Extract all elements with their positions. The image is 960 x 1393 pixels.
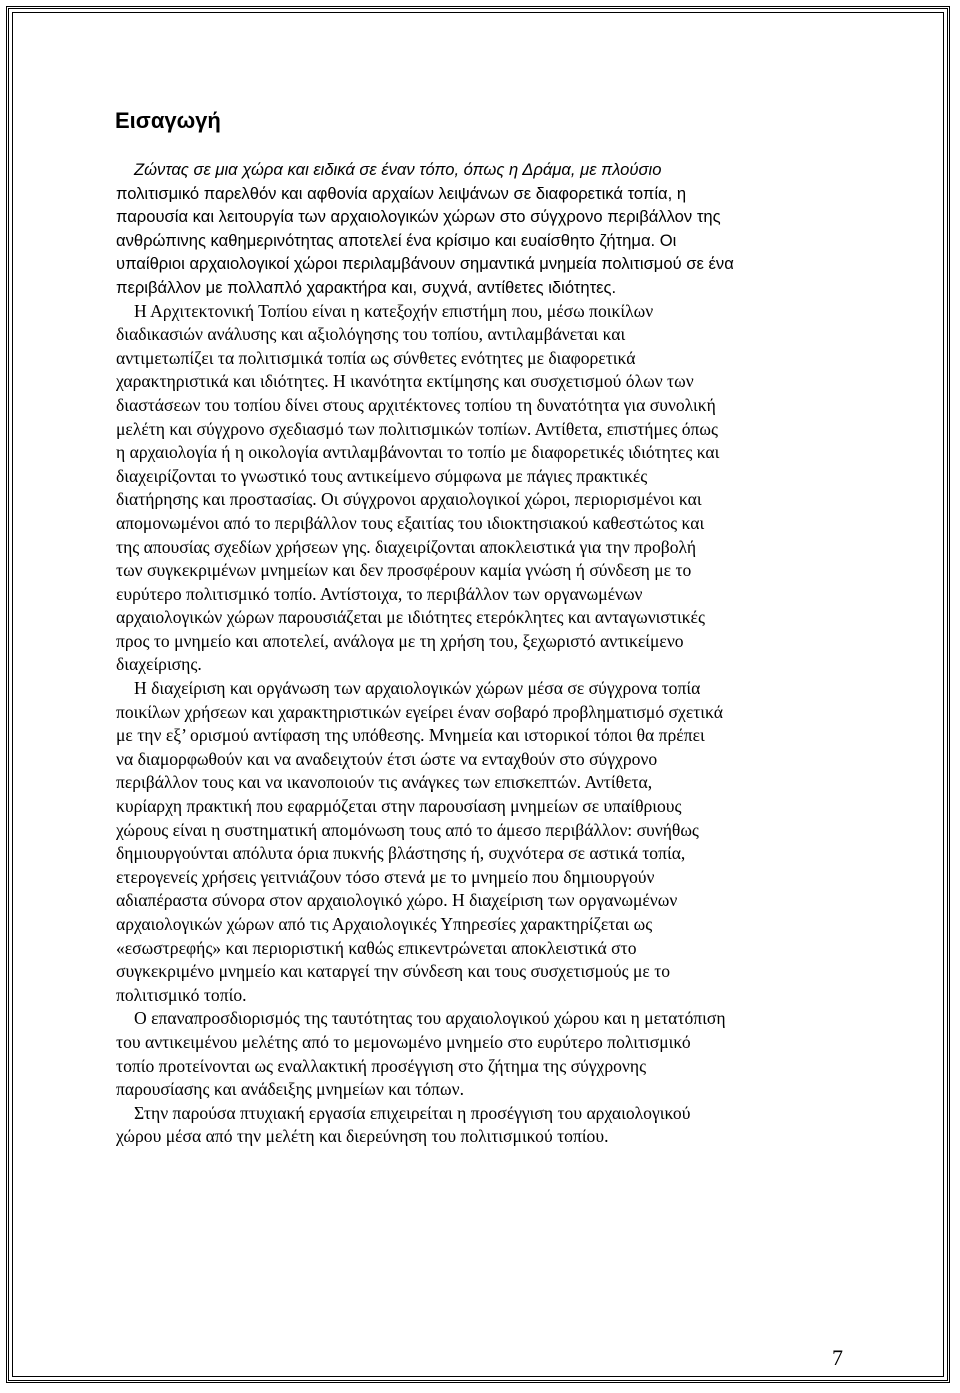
text-line: χώρους είναι η συστηματική απομόνωση τους από το άμεσο περιβάλλον: συνήθως [116, 819, 699, 840]
text-line: αρχαιολογικών χώρων παρουσιάζεται με ιδιότητες ετερόκλητες και ανταγωνιστικές [116, 607, 705, 628]
text-line: ετερογενείς χρήσεις γειτνιάζουν τόσο στενά με το μνημείο που δημιουργούν [116, 866, 655, 887]
text-line: τοπίο προτείνονται ως εναλλακτική προσέγγιση στο ζήτημα της σύγχρονης [116, 1055, 647, 1076]
text-line: της απουσίας σχεδίων χρήσεων γης. διαχειρίζονται αποκλειστικά για την προβολή [116, 536, 697, 557]
text-line: η αρχαιολογία ή η οικολογία αντιλαμβάνονται το τοπίο με διαφορετικές ιδιότητες και [116, 442, 720, 463]
text-line: Η διαχείριση και οργάνωση των αρχαιολογικών χώρων μέσα σε σύγχρονα τοπία [134, 678, 701, 699]
page-number: 7 [832, 1345, 843, 1370]
text-line: Η Αρχιτεκτονική Τοπίου είναι η κατεξοχήν επιστήμη που, μέσω ποικίλων [134, 300, 654, 321]
text-line: μελέτη και σύγχρονο σχεδιασμό των πολιτισμικών τοπίων. Αντίθετα, επιστήμες όπως [116, 418, 718, 439]
text-line: κυρίαρχη πρακτική που εφαρμόζεται στην παρουσίαση μνημείων σε υπαίθριους [116, 796, 682, 817]
text-line: περιβάλλον τους και να ικανοποιούν τις ανάγκες των επισκεπτών. Αντίθετα, [116, 772, 653, 793]
text-line: διαχείρισης. [116, 654, 202, 675]
text-line: Στην παρούσα πτυχιακή εργασία επιχειρείται η προσέγγιση του αρχαιολογικού [134, 1102, 691, 1123]
text-line: αρχαιολογικών χώρων από τις Αρχαιολογικές Υπηρεσίες χαρακτηρίζεται ως [116, 914, 653, 934]
text-line: απομονωμένοι από το περιβάλλον τους εξαιτίας του ιδιοκτησιακού καθεστώτος και [116, 512, 705, 533]
text-line: περιβάλλον με πολλαπλό χαρακτήρα και, συχνά, αντίθετες ιδιότητες. [116, 277, 617, 297]
text-line: με την εξ’ ορισμού αντίφαση της υπόθεσης. Μνημεία και ιστορικοί τόποι θα πρέπει [116, 725, 705, 746]
text-line: να διαμορφωθούν και να αναδειχτούν έτσι ώστε να ενταχθούν στο σύγχρονο [116, 748, 658, 769]
text-line: των συγκεκριμένων μνημείων και δεν προσφέρουν καμία γνώση ή σύνδεση με το [116, 560, 692, 581]
text-line: αδιαπέραστα σύνορα στον αρχαιολογικό χώρο. Η διαχείριση των οργανωμένων [116, 890, 678, 911]
text-line: χαρακτηριστικά και ιδιότητες. Η ικανότητα εκτίμησης και συσχετισμού όλων των [116, 371, 694, 392]
section-title: Εισαγωγή [115, 108, 221, 133]
text-line: συγκεκριμένο μνημείο και καταργεί την σύνδεση και τους συσχετισμούς με το [116, 961, 671, 982]
text-line: διαδικασιών ανάλυσης και αξιολόγησης του τοπίου, αντιλαμβάνεται και [116, 324, 626, 345]
text-line: διατήρησης και προστασίας. Οι σύγχρονοι αρχαιολογικοί χώροι, περιορισμένοι και [116, 489, 702, 510]
text-line: παρουσίασης και ανάδειξης μνημείων και τόπων. [116, 1079, 464, 1100]
text-line: «εσωστρεφής» και περιοριστική καθώς επικεντρώνεται αποκλειστικά στο [116, 937, 637, 958]
text-line: αντιμετωπίζει τα πολιτισμικά τοπία ως σύνθετες ενότητες με διαφορετικά [116, 347, 636, 368]
text-line: πολιτισμικό τοπίο. [116, 984, 247, 1005]
text-line: του αντικειμένου μελέτης από το μεμονωμένο μνημείο στο ευρύτερο πολιτισμικό [116, 1031, 691, 1052]
text-line: υπαίθριοι αρχαιολογικοί χώροι περιλαμβάνουν σημαντικά μνημεία πολιτισμού σε ένα [116, 254, 734, 274]
text-line: πολιτισμικό παρελθόν και αφθονία αρχαίων λειψάνων σε διαφορετικά τοπία, η [116, 183, 687, 203]
text-line: προς το μνημείο και αποτελεί, ανάλογα με τη χρήση του, ξεχωριστό αντικείμενο [116, 630, 684, 651]
text-line: Ζώντας σε μια χώρα και ειδικά σε έναν τόπο, όπως η Δράμα, με πλούσιο [134, 160, 662, 179]
text-line: διαχειρίζονται το γνωστικό τους αντικείμενο σύμφωνα με πάγιες πρακτικές [116, 465, 648, 486]
text-line: ποικίλων χρήσεων και χαρακτηριστικών εγείρει έναν σοβαρό προβληματισμό σχετικά [116, 701, 723, 722]
text-line: ανθρώπινης καθημερινότητας αποτελεί ένα κρίσιμο και ευαίσθητο ζήτημα. Οι [116, 230, 677, 250]
text-line: Ο επαναπροσδιορισμός της ταυτότητας του αρχαιολογικού χώρου και η μετατόπιση [134, 1008, 726, 1029]
text-line: δημιουργούνται απόλυτα όρια πυκνής βλάστησης ή, συχνότερα σε αστικά τοπία, [116, 843, 686, 864]
text-line: ευρύτερο πολιτισμικό τοπίο. Αντίστοιχα, το περιβάλλον των οργανωμένων [116, 583, 643, 604]
text-line: παρουσία και λειτουργία των αρχαιολογικών χώρων στο σύγχρονο περιβάλλον της [116, 207, 721, 227]
text-line: διαστάσεων του τοπίου δίνει στους αρχιτέκτονες τοπίου τη δυνατότητα για συνολική [116, 394, 716, 415]
text-line: χώρου μέσα από την μελέτη και διερεύνηση του πολιτισμικού τοπίου. [116, 1126, 609, 1147]
body-text [116, 158, 846, 1149]
